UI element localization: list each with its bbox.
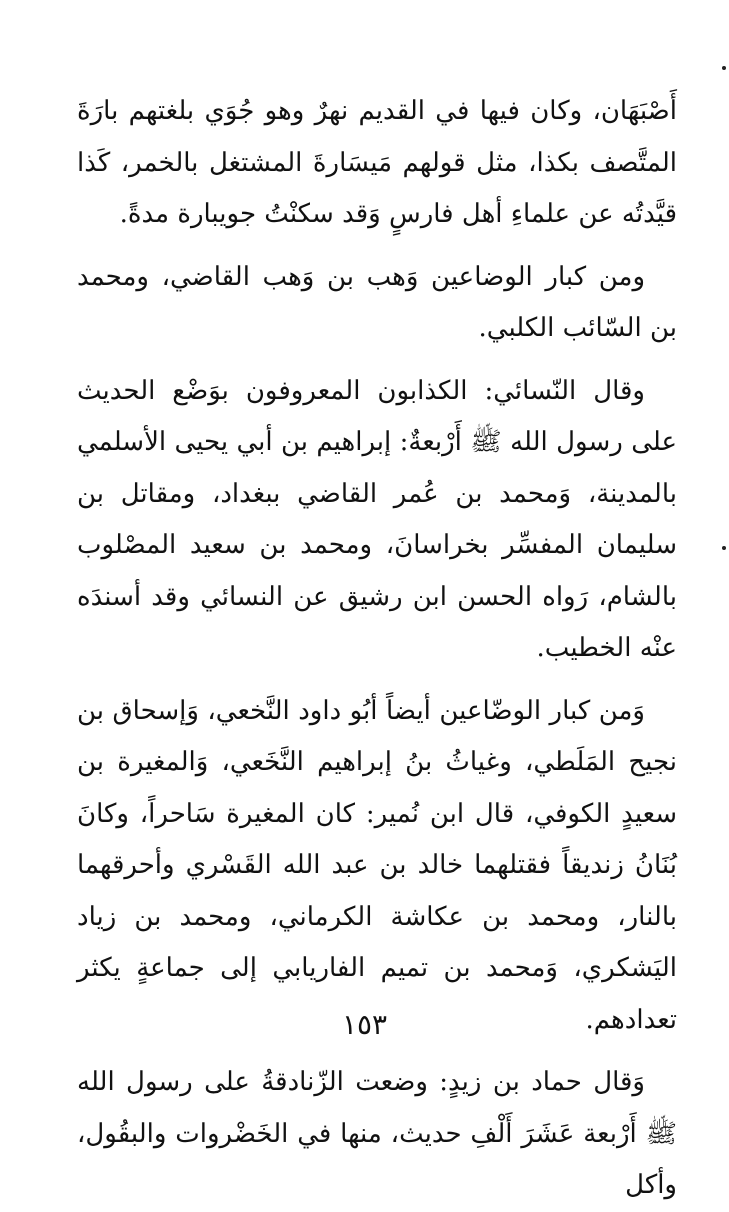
margin-dot-middle: [722, 546, 726, 550]
paragraph-1: أَصْبَهَان، وكان فيها في القديم نهرٌ وهو جُوَي بلغتهم بارَةَ المتَّصف بكذا، مثل قولهم مَيسَارةَ المشتغل بالخمر، كَذا قيَّدتُه عن علماءِ أهل فارسٍ وَقد سكنْتُ جويبارة مدةً.: [77, 96, 677, 229]
paragraph-2: ومن كبار الوضاعين وَهب بن وَهب القاضي، ومحمد بن السّائب الكلبي.: [77, 261, 677, 343]
body-text: [77, 86, 677, 1212]
paragraph-4: وَمن كبار الوضّاعين أيضاً أبُو داود النَّخعي، وَإسحاق بن نجيح المَلَطي، وغياثُ بنُ إبراهيم النَّخَعي، وَالمغيرة بن سعيدٍ الكوفي، قال ابن نُمير: كان المغيرة سَاحراً، وكانَ بُنَانُ زنديقاً فقتلهما خالد بن عبد الله القَسْري وأحرقهما بالنار، ومحمد بن عكاشة الكرماني، ومحمد بن زياد اليَشكري، وَمحمد بن تميم الفاريابي إلى جماعةٍ يكثر تعدادهم.: [77, 695, 677, 1035]
margin-dot-top: [722, 66, 726, 70]
paragraph-5: وَقال حماد بن زيدٍ: وضعت الزّنادقةُ على رسول الله ﷺ أَرْبعة عَشَرَ أَلْفِ حديث، منها في الخَضْروات والبقُول، وأكل: [77, 1067, 677, 1200]
page-number: ١٥٣: [341, 1008, 388, 1041]
paragraph-3: وقال النّسائي: الكذابون المعروفون بوَضْع الحديث على رسول الله ﷺ أَرْبعةٌ: إبراهيم بن أبي يحيى الأسلمي بالمدينة، وَمحمد بن عُمر القاضي ببغداد، ومقاتل بن سليمان المفسِّر بخراسانَ، ومحمد بن سعيد المصْلوب بالشام، رَواه الحسن ابن رشيق عن النسائي وقد أسندَه عنْه الخطيب.: [77, 375, 677, 663]
